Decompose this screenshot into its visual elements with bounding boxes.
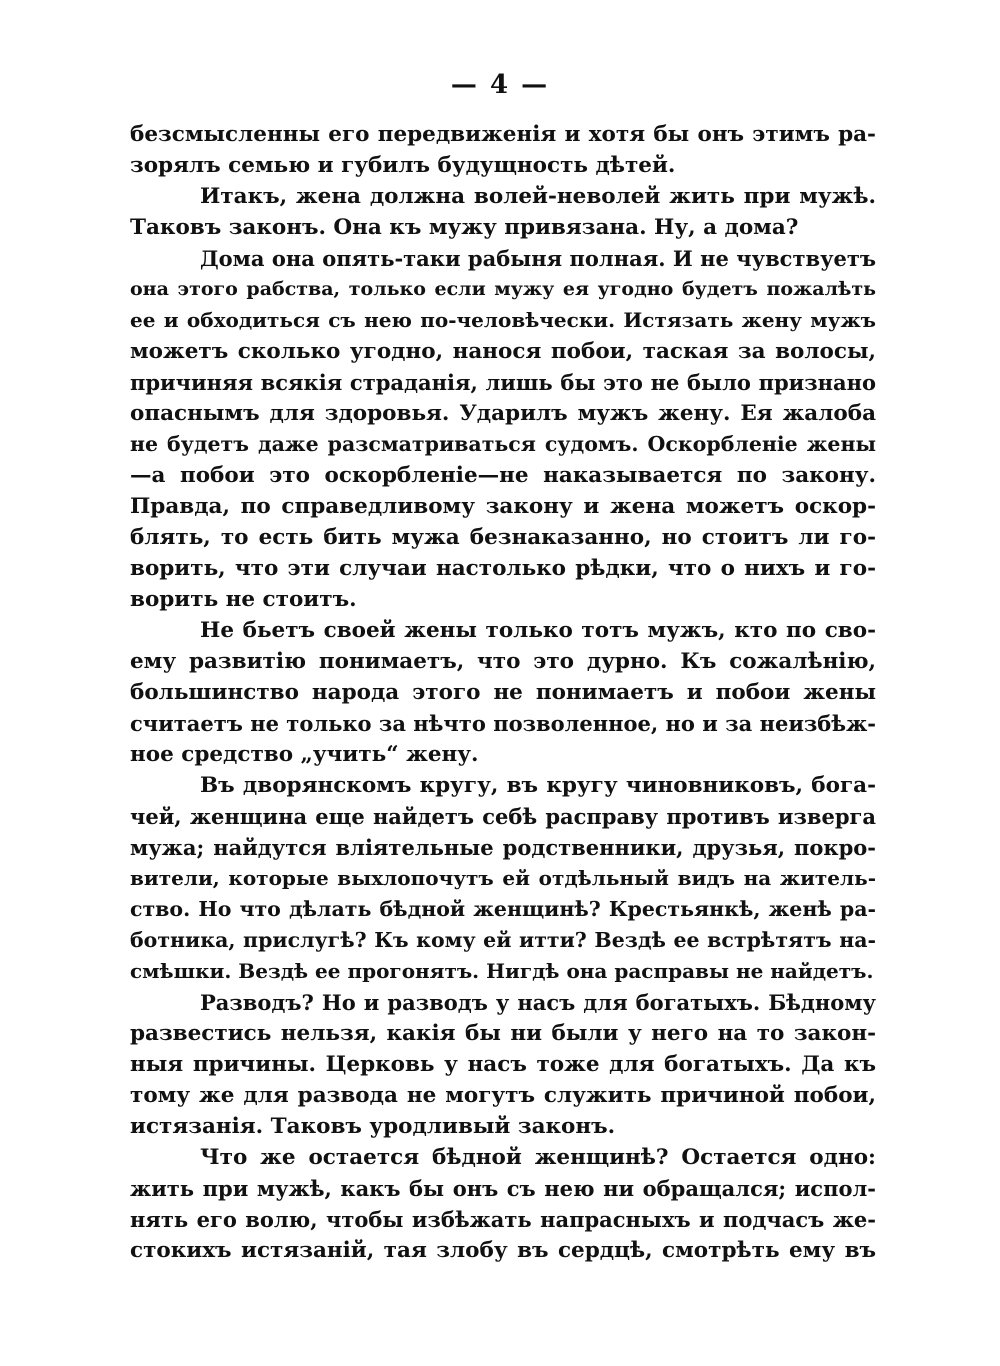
text-line: Дома она опять-таки рабыня полная. И не чувствуетъ	[200, 246, 876, 271]
body-text	[130, 119, 876, 1266]
text-line: большинство народа этого не понимаетъ и побои жены	[130, 680, 876, 705]
text-line: вители, которые выхлопочутъ ей отдѣльный видъ на житель-	[130, 866, 876, 890]
text-line: развестись нельзя, какія бы ни были у него на то закон-	[130, 1021, 876, 1046]
text-line: стокихъ истязаній, тая злобу въ сердцѣ, смотрѣть ему въ	[130, 1238, 876, 1263]
text-line: чей, женщина еще найдетъ себѣ расправу противъ изверга	[130, 804, 876, 829]
text-line: ворить, что эти случаи настолько рѣдки, что о нихъ и го-	[130, 556, 876, 581]
text-line: нять его волю, чтобы избѣжать напрасныхъ и подчасъ же-	[130, 1207, 876, 1232]
page-number: — 4 —	[450, 70, 550, 100]
text-line: Въ дворянскомъ кругу, въ кругу чиновниковъ, бога-	[200, 773, 876, 798]
text-line: причиняя всякія страданія, лишь бы это не было признано	[130, 370, 876, 395]
text-line: безсмысленны его передвиженія и хотя бы онъ этимъ ра-	[130, 122, 876, 147]
text-line: истязанія. Таковъ уродливый законъ.	[130, 1114, 616, 1139]
text-line: смѣшки. Вездѣ ее прогонятъ. Нигдѣ она расправы не найдетъ.	[130, 959, 874, 983]
text-line: Что же остается бѣдной женщинѣ? Остается одно:	[200, 1145, 876, 1170]
text-line: опаснымъ для здоровья. Ударилъ мужъ жену. Ея жалоба	[130, 401, 876, 426]
text-line: блять, то есть бить мужа безнаказанно, но стоитъ ли го-	[130, 525, 876, 550]
text-line: Правда, по справедливому закону и жена можетъ оскор-	[130, 494, 876, 519]
text-line: тому же для развода не могутъ служить причиной побои,	[130, 1083, 876, 1108]
text-line: считаетъ не только за нѣчто позволенное, но и за неизбѣж-	[130, 711, 876, 736]
text-line: Не бьетъ своей жены только тотъ мужъ, кто по сво-	[200, 618, 876, 643]
text-line: можетъ сколько угодно, нанося побои, таская за волосы,	[130, 339, 876, 364]
text-line: не будетъ даже разсматриваться судомъ. Оскорбленіе жены	[130, 432, 876, 456]
text-line: ему развитію понимаетъ, что это дурно. Къ сожалѣнію,	[130, 649, 876, 674]
text-line: мужа; найдутся вліятельные родственники, друзья, покро-	[130, 835, 876, 860]
text-line: ворить не стоитъ.	[130, 587, 357, 612]
text-line: Разводъ? Но и разводъ у насъ для богатыхъ. Бѣдному	[200, 990, 876, 1015]
text-line: Таковъ законъ. Она къ мужу привязана. Ну, а дома?	[130, 215, 799, 240]
text-line: она этого рабства, только если мужу ея угодно будетъ пожалѣть	[130, 278, 876, 300]
text-line: ныя причины. Церковь у насъ тоже для богатыхъ. Да къ	[130, 1052, 876, 1077]
text-line: ство. Но что дѣлать бѣдной женщинѣ? Крестьянкѣ, женѣ ра-	[130, 897, 876, 921]
text-line: ное средство „учить“ жену.	[130, 742, 479, 767]
text-line: Итакъ, жена должна волей-неволей жить при мужѣ.	[200, 184, 876, 209]
text-line: —а побои это оскорбленіе—не наказывается по закону.	[130, 463, 876, 488]
text-line: зорялъ семью и губилъ будущность дѣтей.	[130, 153, 676, 178]
text-line: жить при мужѣ, какъ бы онъ съ нею ни обращался; испол-	[130, 1176, 876, 1201]
text-line: ботника, прислугѣ? Къ кому ей итти? Вездѣ ее встрѣтятъ на-	[130, 928, 876, 952]
text-line: ее и обходиться съ нею по-человѣчески. Истязать жену мужъ	[130, 308, 876, 332]
